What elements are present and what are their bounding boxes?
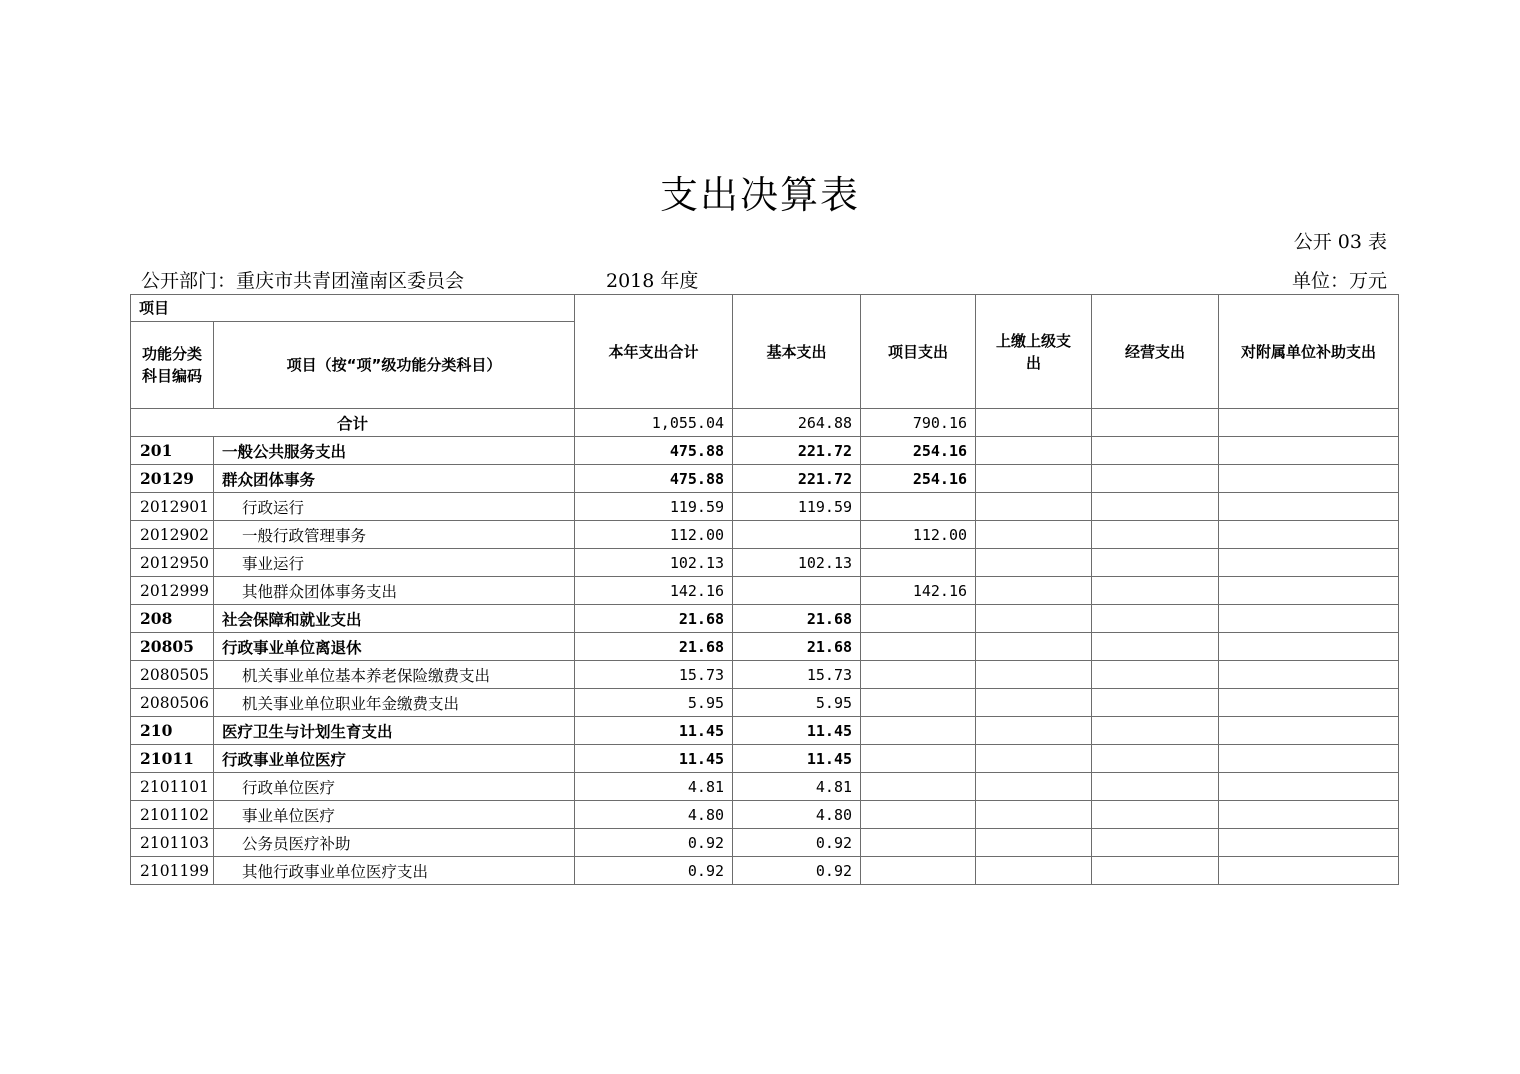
- total-project: 790.16: [861, 409, 976, 437]
- row-basic: 21.68: [733, 605, 861, 633]
- row-code: 2080505: [131, 661, 214, 689]
- row-name: 事业单位医疗: [214, 801, 575, 829]
- row-subsidy: [1219, 717, 1399, 745]
- row-subsidy: [1219, 633, 1399, 661]
- row-code: 2012999: [131, 577, 214, 605]
- table-row: [131, 521, 1399, 549]
- table-row: [131, 745, 1399, 773]
- row-subsidy: [1219, 689, 1399, 717]
- table-row: [131, 829, 1399, 857]
- row-total: 102.13: [575, 549, 733, 577]
- row-subsidy: [1219, 801, 1399, 829]
- row-name: 行政单位医疗: [214, 773, 575, 801]
- row-total: 142.16: [575, 577, 733, 605]
- row-name: 行政运行: [214, 493, 575, 521]
- header-total: 本年支出合计: [575, 295, 733, 409]
- row-business: [1092, 577, 1219, 605]
- row-total: 119.59: [575, 493, 733, 521]
- row-subsidy: [1219, 521, 1399, 549]
- row-project: 254.16: [861, 465, 976, 493]
- row-business: [1092, 633, 1219, 661]
- row-basic: 5.95: [733, 689, 861, 717]
- table-row: [131, 857, 1399, 885]
- row-project: [861, 801, 976, 829]
- row-upper: [976, 689, 1092, 717]
- row-basic: 0.92: [733, 857, 861, 885]
- row-project: [861, 661, 976, 689]
- header-name: 项目（按“项”级功能分类科目）: [214, 322, 575, 409]
- total-label: 合计: [131, 409, 575, 437]
- table-row: [131, 493, 1399, 521]
- row-name: 公务员医疗补助: [214, 829, 575, 857]
- row-upper: [976, 801, 1092, 829]
- row-code: 2012901: [131, 493, 214, 521]
- row-basic: 119.59: [733, 493, 861, 521]
- row-code: 2080506: [131, 689, 214, 717]
- row-subsidy: [1219, 857, 1399, 885]
- table-row: [131, 633, 1399, 661]
- row-name: 其他群众团体事务支出: [214, 577, 575, 605]
- header-project-expense: 项目支出: [861, 295, 976, 409]
- row-code: 20805: [131, 633, 214, 661]
- row-total: 21.68: [575, 605, 733, 633]
- row-code: 20129: [131, 465, 214, 493]
- row-project: [861, 717, 976, 745]
- total-subsidy: [1219, 409, 1399, 437]
- total-upper: [976, 409, 1092, 437]
- table-row: [131, 437, 1399, 465]
- row-total: 475.88: [575, 437, 733, 465]
- row-name: 事业运行: [214, 549, 575, 577]
- row-subsidy: [1219, 605, 1399, 633]
- row-business: [1092, 493, 1219, 521]
- row-basic: 15.73: [733, 661, 861, 689]
- row-name: 机关事业单位职业年金缴费支出: [214, 689, 575, 717]
- table-row: [131, 661, 1399, 689]
- row-upper: [976, 549, 1092, 577]
- row-total: 11.45: [575, 745, 733, 773]
- row-upper: [976, 493, 1092, 521]
- row-name: 一般公共服务支出: [214, 437, 575, 465]
- row-total: 4.80: [575, 801, 733, 829]
- row-business: [1092, 745, 1219, 773]
- row-subsidy: [1219, 549, 1399, 577]
- row-name: 其他行政事业单位医疗支出: [214, 857, 575, 885]
- row-project: 254.16: [861, 437, 976, 465]
- row-project: [861, 689, 976, 717]
- row-code: 2101101: [131, 773, 214, 801]
- total-row: [131, 409, 1399, 437]
- row-business: [1092, 857, 1219, 885]
- row-total: 0.92: [575, 829, 733, 857]
- row-basic: 21.68: [733, 633, 861, 661]
- row-subsidy: [1219, 465, 1399, 493]
- row-total: 112.00: [575, 521, 733, 549]
- row-project: [861, 605, 976, 633]
- form-number: 公开 03 表: [1293, 231, 1387, 253]
- header-project: 项目: [131, 295, 575, 322]
- row-total: 15.73: [575, 661, 733, 689]
- row-business: [1092, 661, 1219, 689]
- header-upper: 上缴上级支出: [976, 295, 1092, 409]
- row-business: [1092, 437, 1219, 465]
- row-total: 5.95: [575, 689, 733, 717]
- row-total: 11.45: [575, 717, 733, 745]
- row-business: [1092, 801, 1219, 829]
- row-name: 群众团体事务: [214, 465, 575, 493]
- row-project: [861, 493, 976, 521]
- row-code: 2101103: [131, 829, 214, 857]
- row-basic: 4.81: [733, 773, 861, 801]
- row-basic: 4.80: [733, 801, 861, 829]
- row-upper: [976, 661, 1092, 689]
- row-business: [1092, 549, 1219, 577]
- row-subsidy: [1219, 437, 1399, 465]
- row-name: 社会保障和就业支出: [214, 605, 575, 633]
- row-business: [1092, 717, 1219, 745]
- table-row: [131, 465, 1399, 493]
- row-subsidy: [1219, 661, 1399, 689]
- expenditure-table: [130, 294, 1399, 885]
- row-basic: [733, 577, 861, 605]
- row-project: [861, 745, 976, 773]
- row-upper: [976, 521, 1092, 549]
- row-name: 医疗卫生与计划生育支出: [214, 717, 575, 745]
- row-project: [861, 829, 976, 857]
- row-project: 112.00: [861, 521, 976, 549]
- table-row: [131, 689, 1399, 717]
- row-code: 208: [131, 605, 214, 633]
- row-project: [861, 549, 976, 577]
- total-business: [1092, 409, 1219, 437]
- row-upper: [976, 577, 1092, 605]
- table-row: [131, 717, 1399, 745]
- row-subsidy: [1219, 829, 1399, 857]
- row-basic: 221.72: [733, 437, 861, 465]
- row-upper: [976, 633, 1092, 661]
- row-code: 210: [131, 717, 214, 745]
- table-row: [131, 577, 1399, 605]
- row-basic: 221.72: [733, 465, 861, 493]
- row-business: [1092, 605, 1219, 633]
- table-row: [131, 605, 1399, 633]
- row-project: [861, 773, 976, 801]
- row-subsidy: [1219, 493, 1399, 521]
- header-basic: 基本支出: [733, 295, 861, 409]
- row-basic: 102.13: [733, 549, 861, 577]
- row-project: 142.16: [861, 577, 976, 605]
- row-name: 一般行政管理事务: [214, 521, 575, 549]
- row-code: 201: [131, 437, 214, 465]
- row-upper: [976, 605, 1092, 633]
- table-row: [131, 801, 1399, 829]
- year-label: 2018 年度: [606, 270, 699, 292]
- table-row: [131, 773, 1399, 801]
- header-business: 经营支出: [1092, 295, 1219, 409]
- row-business: [1092, 521, 1219, 549]
- row-code: 21011: [131, 745, 214, 773]
- row-code: 2101199: [131, 857, 214, 885]
- row-code: 2012902: [131, 521, 214, 549]
- row-subsidy: [1219, 745, 1399, 773]
- header-subsidy: 对附属单位补助支出: [1219, 295, 1399, 409]
- row-upper: [976, 829, 1092, 857]
- row-business: [1092, 689, 1219, 717]
- header-code: 功能分类科目编码: [131, 322, 214, 409]
- row-upper: [976, 773, 1092, 801]
- row-total: 475.88: [575, 465, 733, 493]
- row-subsidy: [1219, 773, 1399, 801]
- row-business: [1092, 465, 1219, 493]
- row-project: [861, 633, 976, 661]
- row-upper: [976, 717, 1092, 745]
- row-total: 0.92: [575, 857, 733, 885]
- row-basic: [733, 521, 861, 549]
- row-code: 2101102: [131, 801, 214, 829]
- row-upper: [976, 857, 1092, 885]
- row-upper: [976, 465, 1092, 493]
- row-basic: 11.45: [733, 745, 861, 773]
- row-name: 机关事业单位基本养老保险缴费支出: [214, 661, 575, 689]
- row-code: 2012950: [131, 549, 214, 577]
- row-basic: 11.45: [733, 717, 861, 745]
- row-total: 4.81: [575, 773, 733, 801]
- row-name: 行政事业单位医疗: [214, 745, 575, 773]
- row-business: [1092, 773, 1219, 801]
- row-business: [1092, 829, 1219, 857]
- row-project: [861, 857, 976, 885]
- table-row: [131, 549, 1399, 577]
- total-basic: 264.88: [733, 409, 861, 437]
- total-amount: 1,055.04: [575, 409, 733, 437]
- row-total: 21.68: [575, 633, 733, 661]
- unit-label: 单位：万元: [1291, 270, 1387, 292]
- row-name: 行政事业单位离退休: [214, 633, 575, 661]
- row-subsidy: [1219, 577, 1399, 605]
- department-label: 公开部门：重庆市共青团潼南区委员会: [141, 270, 465, 292]
- row-upper: [976, 437, 1092, 465]
- page-title: 支出决算表: [659, 173, 860, 217]
- row-basic: 0.92: [733, 829, 861, 857]
- row-upper: [976, 745, 1092, 773]
